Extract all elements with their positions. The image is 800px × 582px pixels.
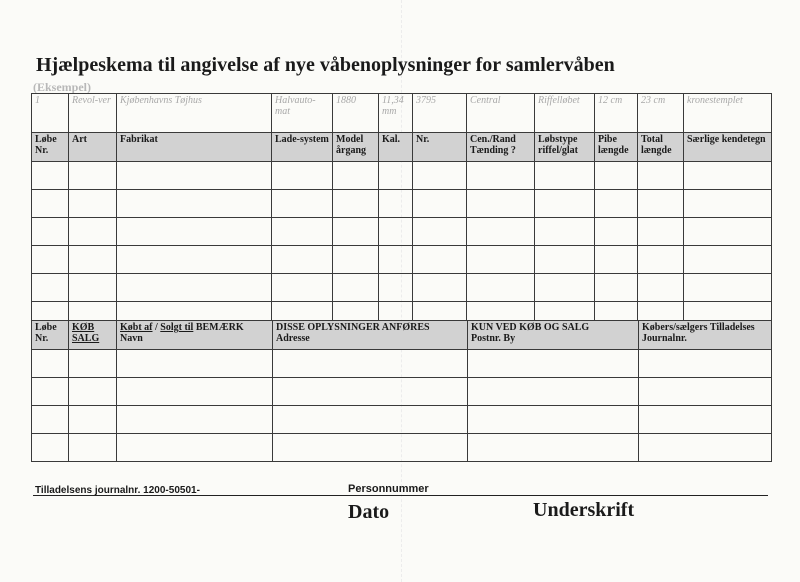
table-cell[interactable] bbox=[333, 246, 379, 274]
table-cell[interactable] bbox=[684, 162, 772, 190]
table-cell[interactable] bbox=[273, 406, 468, 434]
table-cell[interactable] bbox=[595, 246, 638, 274]
example-cell: 1880 bbox=[333, 94, 379, 133]
table-cell[interactable] bbox=[69, 406, 117, 434]
table-row[interactable] bbox=[32, 434, 772, 462]
table-row[interactable] bbox=[32, 190, 772, 218]
header-kobt-solgt bbox=[117, 321, 273, 350]
table-cell[interactable] bbox=[639, 434, 772, 462]
kun-ved-label: KUN VED KØB OG SALG bbox=[471, 322, 590, 333]
solgt-til-label: Solgt til bbox=[160, 322, 194, 333]
table-cell[interactable] bbox=[32, 406, 69, 434]
top-header-row bbox=[32, 133, 772, 162]
table-cell[interactable] bbox=[272, 218, 333, 246]
table-cell[interactable] bbox=[639, 350, 772, 378]
table-row[interactable] bbox=[32, 218, 772, 246]
bottom-header-row bbox=[32, 321, 772, 350]
example-cell: Halvauto-mat bbox=[272, 94, 333, 133]
transaction-table bbox=[31, 320, 772, 462]
date-label: Dato bbox=[348, 501, 390, 523]
table-cell[interactable] bbox=[273, 350, 468, 378]
table-row[interactable] bbox=[32, 246, 772, 274]
header-saerlige-kendetegn: Særlige kendetegn bbox=[684, 133, 772, 162]
table-cell[interactable] bbox=[638, 218, 684, 246]
table-cell[interactable] bbox=[467, 274, 535, 302]
kobt-af-label: Købt af bbox=[120, 322, 153, 333]
table-cell[interactable] bbox=[535, 162, 595, 190]
table-cell[interactable] bbox=[32, 190, 69, 218]
table-cell[interactable] bbox=[69, 274, 117, 302]
table-cell[interactable] bbox=[639, 378, 772, 406]
table-cell[interactable] bbox=[535, 246, 595, 274]
table-cell[interactable] bbox=[272, 190, 333, 218]
table-cell[interactable] bbox=[413, 246, 467, 274]
header-nr: Nr. bbox=[413, 133, 467, 162]
table-cell[interactable] bbox=[272, 274, 333, 302]
table-cell[interactable] bbox=[32, 378, 69, 406]
table-cell[interactable] bbox=[69, 162, 117, 190]
kob-label: KØB bbox=[72, 322, 95, 333]
example-cell: 23 cm bbox=[638, 94, 684, 133]
table-cell[interactable] bbox=[117, 162, 272, 190]
table-cell[interactable] bbox=[467, 246, 535, 274]
table-cell[interactable] bbox=[379, 274, 413, 302]
table-cell[interactable] bbox=[684, 190, 772, 218]
header-lobstype: Løbstype riffel/glat bbox=[535, 133, 595, 162]
example-cell: 3795 bbox=[413, 94, 467, 133]
table-cell[interactable] bbox=[467, 190, 535, 218]
example-cell: 1 bbox=[32, 94, 69, 133]
table-cell[interactable] bbox=[638, 274, 684, 302]
header-ladesystem: Lade-system bbox=[272, 133, 333, 162]
table-cell[interactable] bbox=[413, 190, 467, 218]
example-cell: Revol-ver bbox=[69, 94, 117, 133]
example-cell: kronestemplet bbox=[684, 94, 772, 133]
example-cell: 11,34 mm bbox=[379, 94, 413, 133]
table-cell[interactable] bbox=[69, 246, 117, 274]
table-cell[interactable] bbox=[32, 274, 69, 302]
table-cell[interactable] bbox=[595, 162, 638, 190]
header-art: Art bbox=[69, 133, 117, 162]
example-label: (Eksempel) bbox=[33, 80, 91, 94]
table-cell[interactable] bbox=[117, 274, 272, 302]
header-lobe-nr-2: Løbe Nr. bbox=[32, 321, 69, 350]
table-cell[interactable] bbox=[333, 190, 379, 218]
header-pibe-laengde: Pibe længde bbox=[595, 133, 638, 162]
header-taending: Cen./Rand Tænding ? bbox=[467, 133, 535, 162]
table-cell[interactable] bbox=[639, 406, 772, 434]
header-kob-salg bbox=[69, 321, 117, 350]
table-cell[interactable] bbox=[69, 350, 117, 378]
header-total-laengde: Total længde bbox=[638, 133, 684, 162]
personnummer-label: Personnummer bbox=[348, 483, 429, 495]
header-lobe-nr: Løbe Nr. bbox=[32, 133, 69, 162]
table-cell[interactable] bbox=[117, 246, 272, 274]
table-row[interactable] bbox=[32, 378, 772, 406]
table-cell[interactable] bbox=[684, 246, 772, 274]
table-cell[interactable] bbox=[333, 274, 379, 302]
table-cell[interactable] bbox=[272, 246, 333, 274]
header-kal: Kal. bbox=[379, 133, 413, 162]
header-postnr-by bbox=[468, 321, 639, 350]
table-cell[interactable] bbox=[684, 218, 772, 246]
table-cell[interactable] bbox=[379, 246, 413, 274]
bemaerk-label: BEMÆRK bbox=[193, 322, 244, 333]
example-cell: Kjøbenhavns Tøjhus bbox=[117, 94, 272, 133]
table-cell[interactable] bbox=[273, 434, 468, 462]
table-cell[interactable] bbox=[69, 378, 117, 406]
signature-label: Underskrift bbox=[533, 499, 635, 521]
table-cell[interactable] bbox=[272, 162, 333, 190]
table-cell[interactable] bbox=[32, 350, 69, 378]
table-cell[interactable] bbox=[468, 350, 639, 378]
table-cell[interactable] bbox=[379, 162, 413, 190]
table-cell[interactable] bbox=[595, 274, 638, 302]
header-adresse bbox=[273, 321, 468, 350]
header-journalnr: Købers/sælgers Tilladelses Journalnr. bbox=[639, 321, 772, 350]
adresse-label: Adresse bbox=[276, 333, 310, 344]
table-cell[interactable] bbox=[595, 190, 638, 218]
table-row[interactable] bbox=[32, 406, 772, 434]
table-cell[interactable] bbox=[684, 274, 772, 302]
journal-number: Tilladelsens journalnr. 1200-50501- bbox=[35, 485, 200, 496]
table-cell[interactable] bbox=[468, 378, 639, 406]
separator: / bbox=[152, 322, 161, 333]
table-cell[interactable] bbox=[638, 246, 684, 274]
example-row bbox=[32, 94, 772, 133]
table-row[interactable] bbox=[32, 274, 772, 302]
signature-line bbox=[33, 495, 768, 496]
table-cell[interactable] bbox=[638, 190, 684, 218]
table-cell[interactable] bbox=[273, 378, 468, 406]
form-title: Hjælpeskema til angivelse af nye våbenoplysninger for samlervåben bbox=[36, 54, 615, 76]
salg-label: SALG bbox=[72, 333, 100, 344]
disse-label: DISSE OPLYSNINGER ANFØRES bbox=[276, 322, 430, 333]
table-cell[interactable] bbox=[535, 274, 595, 302]
header-model-argang: Model årgang bbox=[333, 133, 379, 162]
table-cell[interactable] bbox=[467, 162, 535, 190]
table-cell[interactable] bbox=[32, 246, 69, 274]
table-cell[interactable] bbox=[413, 218, 467, 246]
table-cell[interactable] bbox=[333, 162, 379, 190]
table-cell[interactable] bbox=[379, 218, 413, 246]
table-cell[interactable] bbox=[32, 434, 69, 462]
table-cell[interactable] bbox=[595, 218, 638, 246]
table-cell[interactable] bbox=[535, 218, 595, 246]
example-cell: Central bbox=[467, 94, 535, 133]
example-cell: 12 cm bbox=[595, 94, 638, 133]
table-cell[interactable] bbox=[468, 406, 639, 434]
postnr-by-label: Postnr. By bbox=[471, 333, 516, 344]
table-row[interactable] bbox=[32, 162, 772, 190]
table-cell[interactable] bbox=[413, 274, 467, 302]
table-cell[interactable] bbox=[413, 162, 467, 190]
navn-label: Navn bbox=[120, 333, 143, 344]
table-cell[interactable] bbox=[117, 218, 272, 246]
table-row[interactable] bbox=[32, 350, 772, 378]
table-cell[interactable] bbox=[535, 190, 595, 218]
table-cell[interactable] bbox=[69, 434, 117, 462]
table-cell[interactable] bbox=[467, 218, 535, 246]
table-cell[interactable] bbox=[117, 406, 273, 434]
weapon-info-table bbox=[31, 93, 772, 330]
header-fabrikat: Fabrikat bbox=[117, 133, 272, 162]
table-cell[interactable] bbox=[468, 434, 639, 462]
example-cell: Riffelløbet bbox=[535, 94, 595, 133]
table-cell[interactable] bbox=[117, 434, 273, 462]
table-cell[interactable] bbox=[638, 162, 684, 190]
table-cell[interactable] bbox=[32, 162, 69, 190]
table-cell[interactable] bbox=[379, 190, 413, 218]
table-cell[interactable] bbox=[333, 218, 379, 246]
table-cell[interactable] bbox=[117, 350, 273, 378]
table-cell[interactable] bbox=[32, 218, 69, 246]
table-cell[interactable] bbox=[69, 218, 117, 246]
table-cell[interactable] bbox=[117, 378, 273, 406]
table-cell[interactable] bbox=[117, 190, 272, 218]
table-cell[interactable] bbox=[69, 190, 117, 218]
